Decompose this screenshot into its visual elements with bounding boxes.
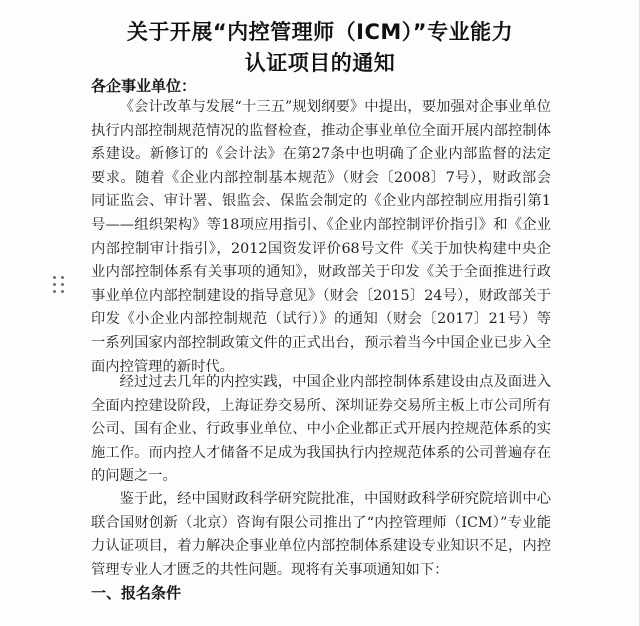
body-paragraph-1: 《会计改革与发展“十三五”规划纲要》中提出，要加强对企事业单位执行内部控制规范情况的监督检查，推动企事业单位全面开展内部控制体系建设。新修订的《会计法》在第27条中也明确了企业内部监督的法定要求。随着《企业内部控制基本规范》（财会〔2008〕7号），财政部会同证监会、审计署、银监会、保监会制定的《企业内部控制应用指引第1号——组织架构》等18项应用指引、《企业内部控制评价指引》和《企业内部控制审计指引》，2012国资发评价68号文件《关于加快构建中央企业内部控制体系有关事项的通知》，财政部关于印发《关于全面推进行政事业单位内部控制建设的指导意见》（财会〔2015〕24号），财政部关于印发《小企业内部控制规范（试行）》的通知（财会〔2017〕21号）等一系列国家内部控制政策文件的正式出台，预示着当今中国企业已步入全面内控管理的新时代。 bbox=[91, 99, 551, 375]
drag-dot bbox=[61, 290, 64, 293]
drag-dot bbox=[53, 283, 56, 286]
salutation: 各企事业单位： bbox=[91, 77, 197, 95]
section-heading-registration: 一、报名条件 bbox=[91, 584, 182, 602]
drag-dot bbox=[61, 276, 64, 279]
drag-dot bbox=[61, 283, 64, 286]
body-paragraph-3: 鉴于此，经中国财政科学研究院批准，中国财政科学研究院培训中心联合国财创新（北京）咨询有限公司推出了“内控管理师（ICM）”专业能力认证项目，着力解决企事业单位内部控制体系建设专业知识不足，内控管理专业人才匮乏的共性问题。现将有关事项通知如下： bbox=[91, 491, 551, 578]
document-title-line-1: 关于开展“内控管理师（ICM）”专业能力 bbox=[126, 20, 514, 44]
document-title-line-2: 认证项目的通知 bbox=[244, 51, 396, 75]
body-paragraph-2: 经过过去几年的内控实践，中国企业内部控制体系建设由点及面进入全面内控建设阶段，上海证券交易所、深圳证券交易所主板上市公司所有公司、国有企业、行政事业单位、中小企业都正式开展内控规范体系的实施工作。而内控人才储备不足成为我国执行内控规范体系的公司普遍存在的问题之一。 bbox=[91, 374, 551, 485]
drag-dot bbox=[53, 290, 56, 293]
drag-handle-icon[interactable] bbox=[53, 276, 67, 298]
drag-dot bbox=[53, 276, 56, 279]
